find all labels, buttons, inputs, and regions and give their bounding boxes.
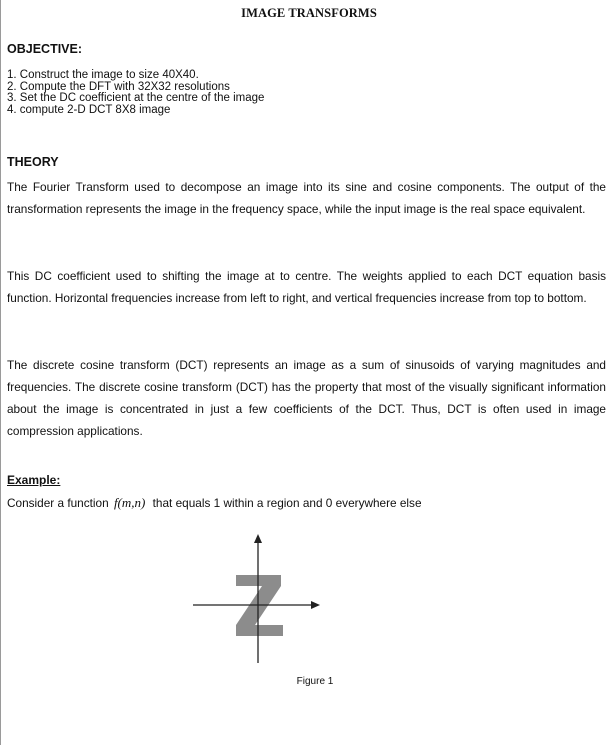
objective-item-2: 2. Compute the DFT with 32X32 resolutions — [7, 80, 230, 93]
vertical-axis-arrowhead — [254, 534, 262, 543]
example-function: f(m,n) — [113, 495, 146, 510]
figure-caption: Figure 1 — [296, 676, 334, 687]
example-text-before: Consider a function — [7, 496, 109, 510]
objective-item-1: 1. Construct the image to size 40X40. — [7, 69, 199, 81]
example-description — [7, 495, 422, 511]
objective-item-4: 4. compute 2-D DCT 8X8 image — [7, 103, 171, 116]
objective-item-3: 3. Set the DC coefficient at the centre of the image — [7, 92, 265, 104]
example-text-after: that equals 1 within a region and 0 everywhere else — [152, 496, 422, 510]
page-title: IMAGE TRANSFORMS — [241, 6, 377, 20]
theory-heading: THEORY — [7, 155, 59, 169]
theory-paragraph-fourier: The Fourier Transform used to decompose an image into its sine and cosine components. The output of the transformation represents the image in the frequency space, while the input image is the real space equivalent. — [7, 180, 606, 216]
horizontal-axis-arrowhead — [311, 601, 320, 609]
objective-heading: OBJECTIVE: — [7, 42, 83, 56]
figure-1-diagram — [181, 525, 341, 670]
objective-list — [7, 70, 264, 116]
theory-paragraph-dc-coefficient: This DC coefficient used to shifting the image at to centre. The weights applied to each DCT equation basis function. Horizontal frequencies increase from left to right, and vertical frequencies increase from top to bottom. — [7, 269, 606, 305]
theory-paragraph-dct: The discrete cosine transform (DCT) represents an image as a sum of sinusoids of varying magnitudes and frequencies. The discrete cosine transform (DCT) has the property that most of the visually significant information about the image is concentrated in just a few coefficients of the DCT. Thus, DCT is often used in image compression applications. — [7, 358, 606, 438]
example-heading: Example: — [7, 473, 61, 487]
